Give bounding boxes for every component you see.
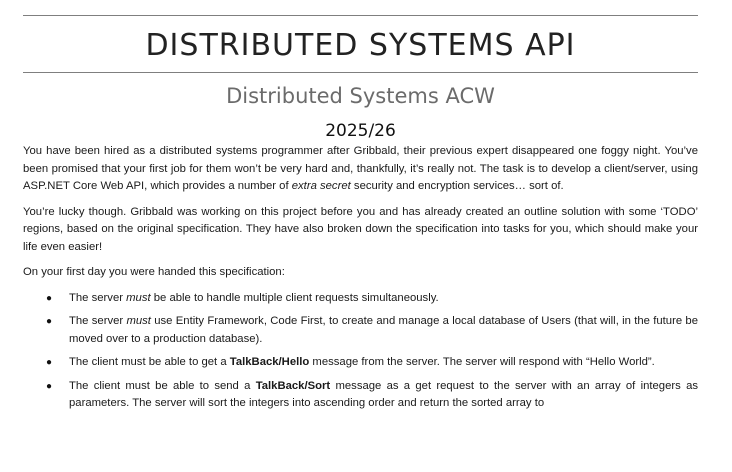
list-item: ● The client must be able to send a TalkBack/Sort message as a get request to the server with an array of integers as parameters. The server will sort the integers into ascending order and return the sorted array to (46, 379, 698, 409)
context-paragraph: You’re lucky though. Gribbald was working on this project before you and has already created an outline solution with some ‘TODO’ regions, based on the original specification. They have also broken down the specification into tasks for you, which should make your life even easier! (23, 205, 698, 253)
talkback-sort-term: TalkBack/Sort (255, 379, 331, 392)
bullet-icon: ● (46, 357, 53, 368)
talkback-hello-term: TalkBack/Hello (229, 356, 310, 368)
emphasis-extra-secret: extra secret (291, 180, 351, 192)
specification-list (23, 290, 698, 413)
bullet-icon: ● (46, 316, 53, 327)
bullet-icon: ● (46, 292, 53, 304)
list-item: ● The server must be able to handle multiple client requests simultaneously. (69, 290, 698, 308)
intro-paragraph: You have been hired as a distributed systems programmer after Gribbald, their previous expert disappeared one foggy night. You’ve been promised that your first job for them won’t be very hard and, thankfully, it’s really not. The task is to develop a client/server, using ASP.NET Core Web API, which provides a number of extra secret security and encryption services… sort of. (23, 145, 698, 192)
list-item: ● The client must be able to get a TalkBack/Hello message from the server. The server will respond with “Hello World”. (69, 354, 698, 372)
bullet-icon: ● (46, 380, 53, 392)
academic-year: 2025/26 (325, 121, 396, 141)
document-body (23, 143, 698, 419)
document-title: DISTRIBUTED SYSTEMS API (145, 28, 576, 63)
specification-lead-paragraph: On your first day you were handed this specification: (23, 266, 285, 278)
list-item: ● The server must use Entity Framework, Code First, to create and manage a local database of Users (that will, in the future be moved over to a production database). (46, 315, 698, 345)
header-top-rule (23, 15, 698, 16)
title-underline-rule (23, 72, 698, 73)
document-subtitle: Distributed Systems ACW (226, 84, 495, 108)
